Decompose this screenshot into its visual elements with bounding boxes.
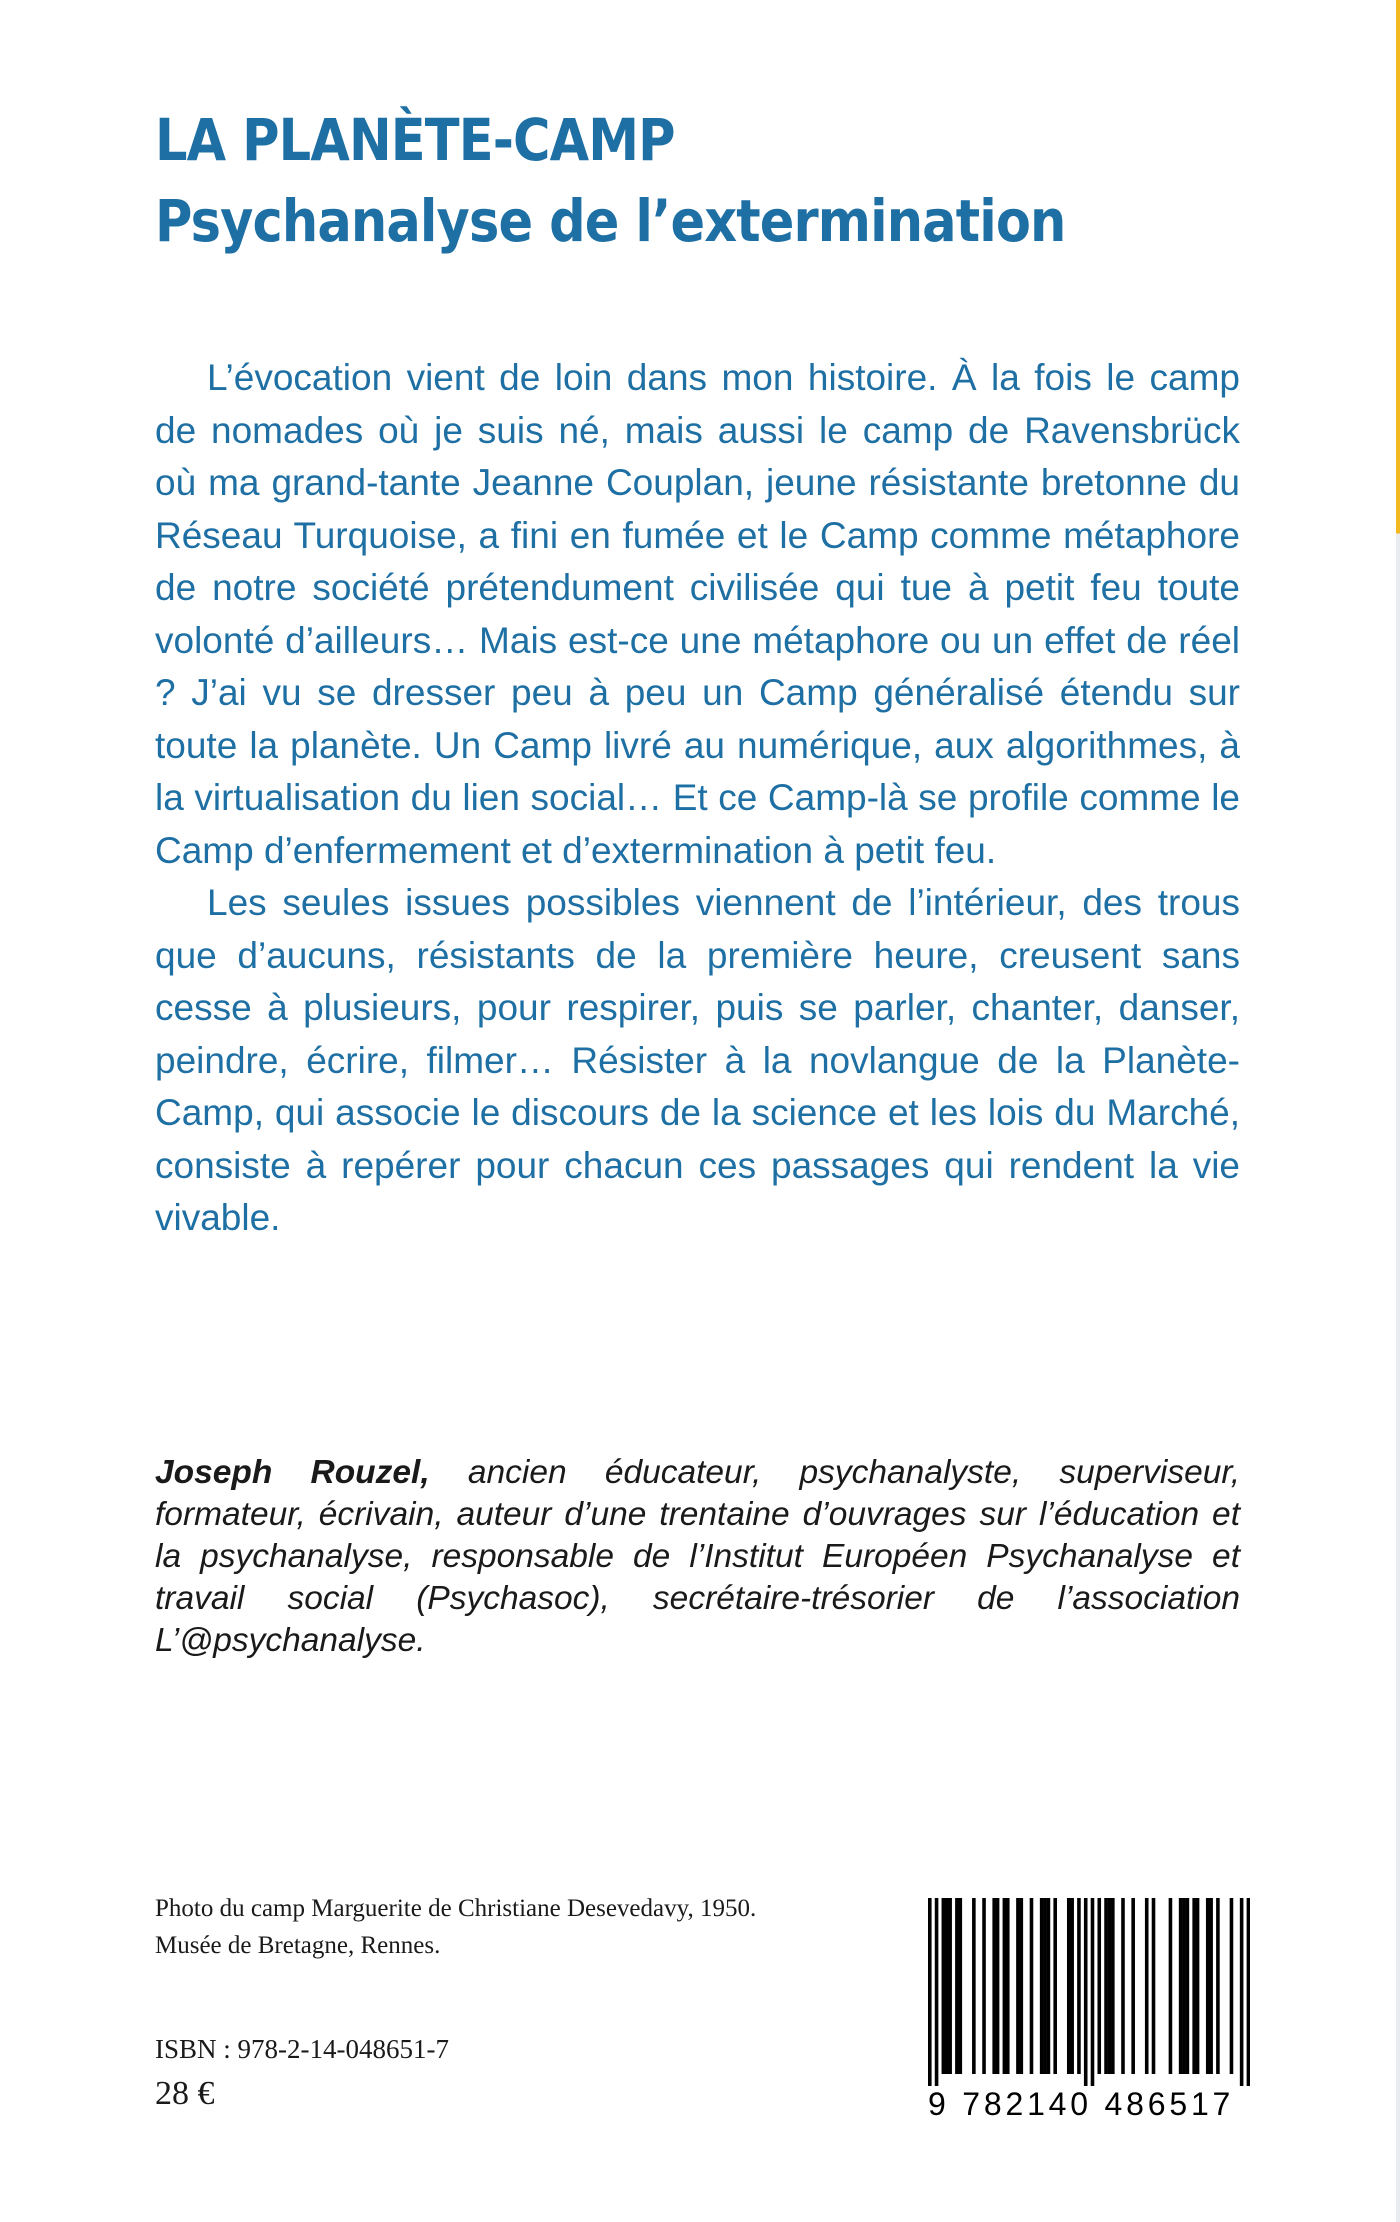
barcode-bar [955, 1898, 959, 2074]
barcode-bar [982, 1898, 986, 2074]
barcode-bar [935, 1898, 939, 2086]
price: 28 € [155, 2075, 215, 2112]
barcode-bars [928, 1898, 1250, 2086]
barcode-bar [1084, 1898, 1088, 2086]
back-cover-blurb [155, 352, 1240, 1245]
barcode-bar [1182, 1898, 1186, 2074]
barcode-bar [1131, 1898, 1135, 2074]
barcode-bar [972, 1898, 976, 2074]
barcode-bar [1186, 1898, 1190, 2074]
barcode-bar [1006, 1898, 1010, 2074]
barcode-bar [1192, 1898, 1196, 2074]
barcode-bar [1070, 1898, 1074, 2074]
barcode-bar [1216, 1898, 1220, 2074]
barcode-bar [1043, 1898, 1047, 2074]
barcode-bar [1077, 1898, 1081, 2074]
blurb-paragraph-1: L’évocation vient de loin dans mon histoire. À la fois le camp de nomades où je suis né, mais aussi le camp de Ravensbrück où ma grand-tante Jeanne Couplan, jeune résistante bretonne du Réseau Turquoise, a fini en fumée et le Camp comme métaphore de notre société prétendument civilisée qui tue à petit feu toute volonté d’ailleurs… Mais est-ce une métaphore ou un effet de réel ? J’ai vu se dresser peu à peu un Camp généralisé étendu sur toute la planète. Un Camp livré au numérique, aux algorithmes, à la virtualisation du lien social… Et ce Camp-là se profile comme le Camp d’enfermement et d’extermination à petit feu. [155, 357, 1240, 871]
barcode-bar [1121, 1898, 1125, 2074]
barcode [928, 1898, 1250, 2136]
barcode-bar [1111, 1898, 1115, 2074]
barcode-bar [1091, 1898, 1095, 2086]
author-bio-text: ancien éducateur, psychanalyste, superviseur, formateur, écrivain, auteur d’une trentaine d’ouvrages sur l’éducation et la psychanalyse, responsable de l’Institut Européen Psychanalyse et travail social (Psychasoc), secrétaire-trésorier de l’association L’@psychanalyse. [155, 1454, 1240, 1659]
title-block [155, 100, 1255, 262]
photo-credit: Photo du camp Marguerite de Christiane Desevedavy, 1950. Musée de Bretagne, Rennes. [155, 1895, 757, 1959]
barcode-bar [928, 1898, 932, 2086]
author-bio [155, 1452, 1240, 1662]
barcode-bar [1030, 1898, 1034, 2074]
barcode-bar [945, 1898, 949, 2074]
barcode-bar [1152, 1898, 1156, 2074]
blurb-paragraph-2: Les seules issues possibles viennent de l’intérieur, des trous que d’aucuns, résistants de la première heure, creusent sans cesse à plusieurs, pour respirer, puis se parler, chanter, danser, peindre, écrire, filmer… Résister à la novlangue de la Planète-Camp, qui associe le discours de la science et les lois du Marché, consiste à repérer pour chacun ces passages qui rendent la vie vivable. [155, 882, 1240, 1238]
barcode-bar [1097, 1898, 1101, 2074]
barcode-bar [1230, 1898, 1234, 2074]
barcode-digits: 9 782140 486517 [928, 2086, 1235, 2122]
barcode-bar [1104, 1898, 1108, 2074]
barcode-bar [1169, 1898, 1173, 2074]
barcode-bar [942, 1898, 946, 2074]
barcode-bar [1206, 1898, 1210, 2074]
barcode-bar [996, 1898, 1000, 2074]
isbn: ISBN : 978-2-14-048651-7 [155, 2034, 449, 2064]
barcode-bar [992, 1898, 996, 2074]
barcode-bar [1020, 1898, 1024, 2074]
author-name: Joseph Rouzel, [155, 1454, 430, 1491]
spine-color-strip [1396, 0, 1400, 2222]
barcode-bar [1145, 1898, 1149, 2074]
barcode-bar [1047, 1898, 1051, 2074]
barcode-bar [948, 1898, 952, 2074]
barcode-bar [1040, 1898, 1044, 2074]
barcode-bar [1067, 1898, 1071, 2074]
barcode-bar [1053, 1898, 1057, 2074]
barcode-bar [959, 1898, 963, 2074]
barcode-bar [1016, 1898, 1020, 2074]
barcode-bar [1247, 1898, 1250, 2086]
barcode-bar [1003, 1898, 1007, 2074]
barcode-bar [1196, 1898, 1200, 2074]
book-subtitle: Psychanalyse de l’extermination [155, 187, 1066, 255]
barcode-bar [1179, 1898, 1183, 2074]
barcode-bar [1209, 1898, 1213, 2074]
book-title: LA PLANÈTE-CAMP [155, 106, 675, 174]
barcode-bar [1240, 1898, 1244, 2086]
barcode-bar [1108, 1898, 1112, 2074]
